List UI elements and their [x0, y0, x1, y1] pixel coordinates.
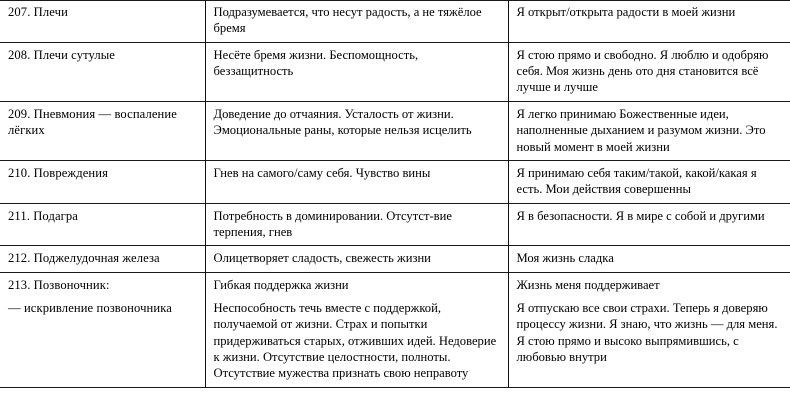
- bottom-rule-cell: [0, 387, 205, 388]
- cell-affirmation: [508, 246, 790, 272]
- table-body: [0, 1, 790, 388]
- table-row: [0, 246, 790, 272]
- bottom-rule-cell: [508, 387, 790, 388]
- cause-text: Несёте бремя жизни. Беспомощность, беззащитность: [213, 47, 422, 79]
- cell-cause: [205, 1, 508, 43]
- cause-text: Гибкая поддержка жизни: [213, 277, 349, 292]
- affirmation-text: Я принимаю себя таким/такой, какой/какая я есть. Мои действия совершенны: [516, 165, 760, 197]
- symptom-text: 212. Поджелудочная железа: [8, 251, 160, 266]
- cell-cause: [205, 298, 508, 387]
- cell-cause: [205, 42, 508, 101]
- cell-affirmation: [508, 1, 790, 43]
- affirmation-text: Я легко принимаю Божественные идеи, наполненные дыханием и разумом жизни. Это новый момент в моей жизни: [516, 106, 769, 154]
- symptom-text: 210. Повреждения: [8, 165, 108, 180]
- cell-cause: [205, 101, 508, 160]
- bottom-rule-cell: [205, 387, 508, 388]
- symptom-text: 207. Плечи: [8, 5, 68, 19]
- cause-text: Олицетворяет сладость, свежесть жизни: [213, 251, 431, 266]
- cause-text: Гнев на самого/саму себя. Чувство вины: [213, 165, 431, 180]
- symptom-text: — искривление позвоночника: [8, 301, 172, 316]
- table-row: [0, 160, 790, 203]
- affirmation-text: Моя жизнь сладка: [516, 251, 614, 266]
- table-row: [0, 42, 790, 101]
- cell-symptom: [0, 272, 205, 298]
- cell-affirmation: [508, 272, 790, 298]
- cell-symptom: [0, 42, 205, 101]
- cell-affirmation: [508, 298, 790, 387]
- table-row: [0, 203, 790, 246]
- cell-symptom: [0, 160, 205, 203]
- affirmation-text: Я стою прямо и свободно. Я люблю и одобряю себя. Моя жизнь день ото дня становится всё лучше и лучше: [516, 47, 772, 95]
- cell-symptom: [0, 1, 205, 43]
- cell-symptom: [0, 101, 205, 160]
- cell-cause: [205, 203, 508, 246]
- symptom-text: 209. Пневмония — воспаление лёгких: [8, 106, 181, 138]
- cell-symptom: [0, 298, 205, 387]
- cell-affirmation: [508, 42, 790, 101]
- cause-text: Потребность в доминировании. Отсутст-вие терпения, гнев: [213, 208, 456, 239]
- cause-text: Неспособность течь вместе с поддержкой, получаемой от жизни. Страх и попытки придерживаться старых, отживших идей. Недоверие к жизни. Отсутствие целостности, полноты. Отсутствие мужества признать свою неправоту: [213, 301, 500, 381]
- table-row-continuation: [0, 298, 790, 387]
- symptom-text: 213. Позвоночник:: [8, 277, 110, 292]
- cell-symptom: [0, 246, 205, 272]
- symptom-text: 211. Подагра: [8, 208, 78, 223]
- table-row: [0, 1, 790, 43]
- cell-affirmation: [508, 160, 790, 203]
- cell-affirmation: [508, 203, 790, 246]
- cause-text: Доведение до отчаяния. Усталость от жизни. Эмоциональные раны, которые нельзя исцелить: [213, 106, 472, 138]
- affirmation-text: Я отпускаю все свои страхи. Теперь я доверяю процессу жизни. Я знаю, что жизнь — для меня. Я стою прямо и высоко выпрямившись, с любовью внутри: [516, 301, 781, 365]
- table-bottom-rule: [0, 387, 790, 388]
- affirmation-text: Я открыт/открыта радости в моей жизни: [516, 5, 736, 19]
- table-row: [0, 272, 790, 298]
- table-row: [0, 101, 790, 160]
- affirmation-text: Жизнь меня поддерживает: [516, 277, 660, 292]
- cause-text: Подразумевается, что несут радость, а не тяжёлое бремя: [213, 5, 485, 36]
- cell-cause: [205, 272, 508, 298]
- symptom-text: 208. Плечи сутулые: [8, 47, 116, 62]
- affirmation-text: Я в безопасности. Я в мире с собой и другими: [516, 208, 765, 223]
- cell-cause: [205, 160, 508, 203]
- cell-affirmation: [508, 101, 790, 160]
- cell-symptom: [0, 203, 205, 246]
- cell-cause: [205, 246, 508, 272]
